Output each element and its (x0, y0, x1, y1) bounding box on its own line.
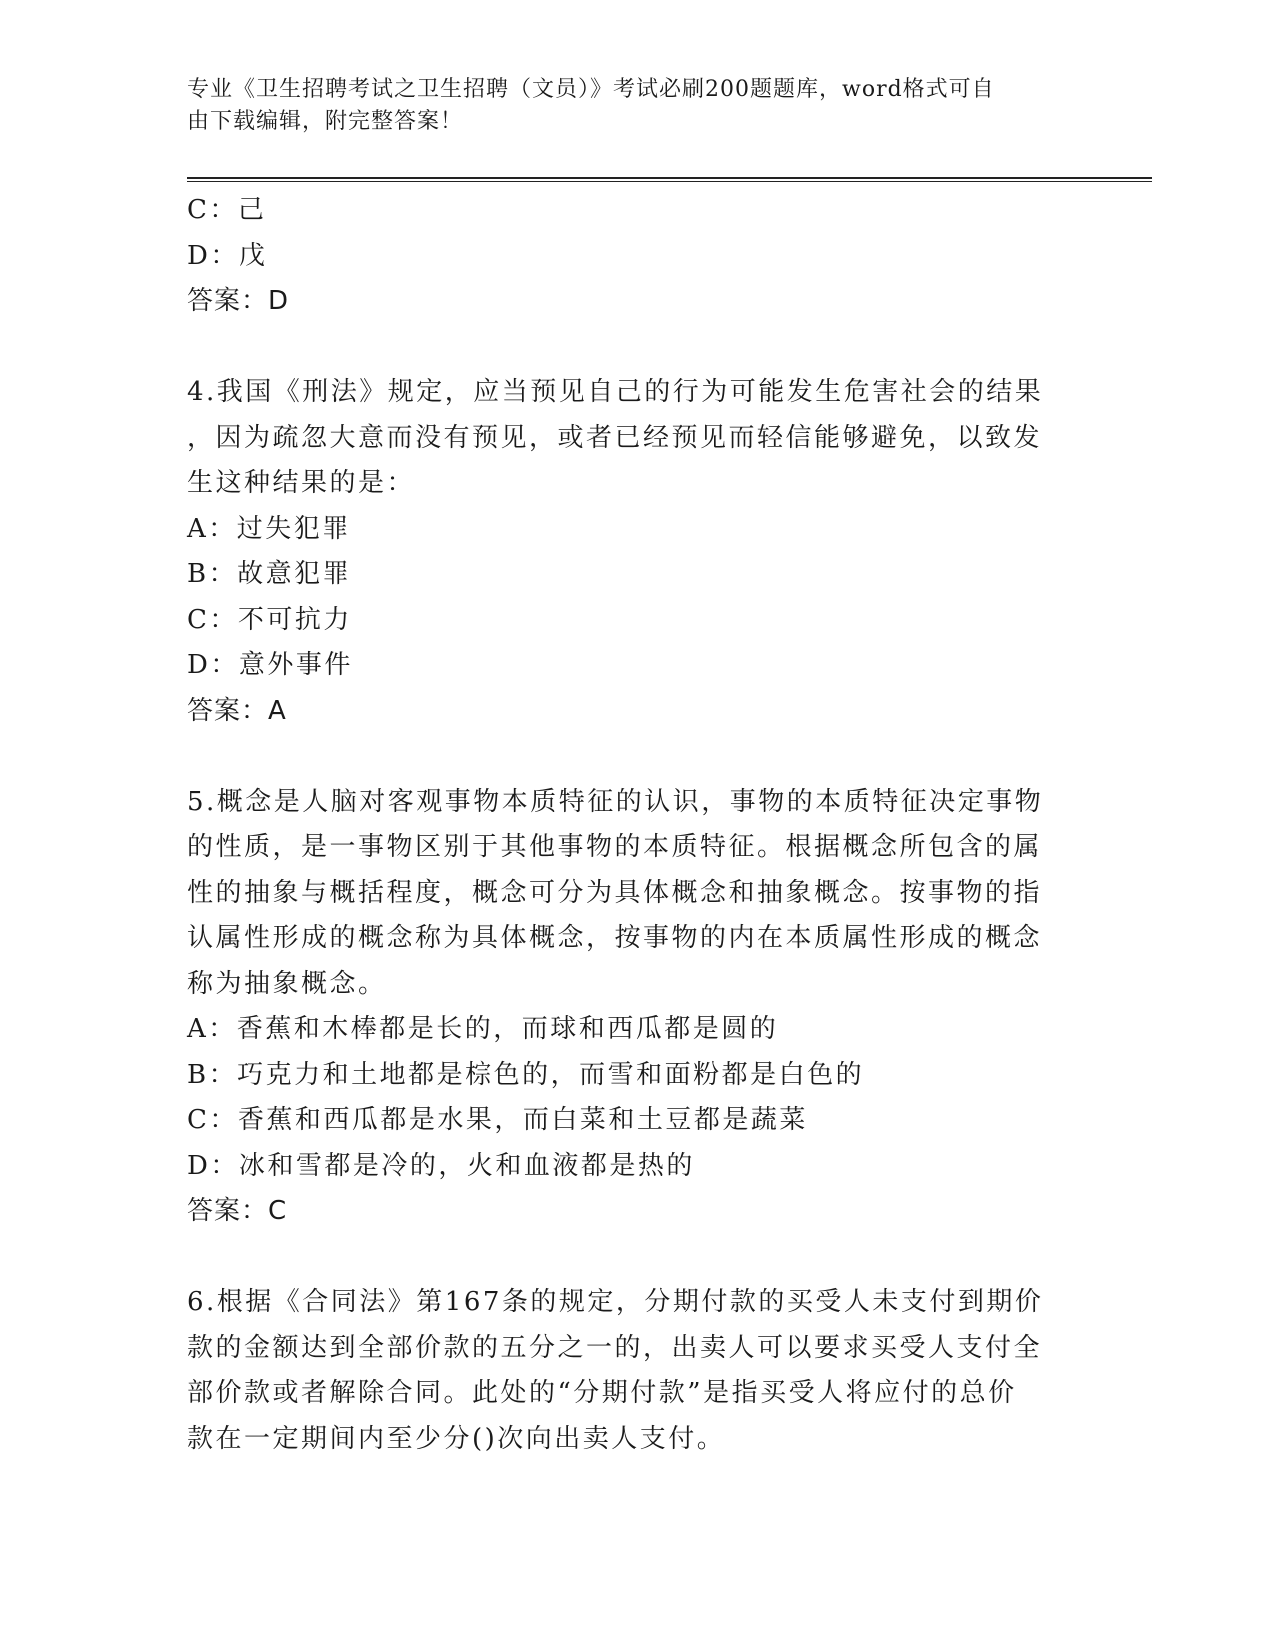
option-b: B：故意犯罪 (187, 559, 352, 589)
question-text-line: 认属性形成的概念称为具体概念，按事物的内在本质属性形成的概念 (187, 923, 1043, 953)
question-text-line: 6.根据《合同法》第167条的规定，分期付款的买受人未支付到期价 (187, 1287, 1044, 1317)
option-b: B：巧克力和土地都是棕色的，而雪和面粉都是白色的 (187, 1059, 865, 1090)
header-line-1: 专业《卫生招聘考试之卫生招聘（文员）》考试必刷200题题库，word格式可自 (187, 77, 995, 102)
question-text-line: 5.概念是人脑对客观事物本质特征的认识，事物的本质特征决定事物 (187, 786, 1044, 817)
header-line-2: 由下载编辑，附完整答案！ (187, 109, 464, 134)
answer: 答案：A (187, 695, 287, 726)
option-c: C：己 (187, 195, 267, 225)
header-rule-thin (187, 181, 1152, 182)
spacer (187, 734, 1067, 780)
option-a: A：香蕉和木棒都是长的，而球和西瓜都是圆的 (187, 1014, 779, 1044)
header-rule-thick (187, 177, 1152, 179)
question-text-line: 款的金额达到全部价款的五分之一的，出卖人可以要求买受人支付全 (187, 1332, 1043, 1363)
spacer (187, 1235, 1067, 1281)
option-c: C：不可抗力 (187, 604, 352, 635)
question-4 (187, 370, 1067, 734)
question-text-line: 生这种结果的是： (187, 468, 416, 498)
question-text-line: 部价款或者解除合同。此处的“分期付款”是指买受人将应付的总价 (187, 1378, 1017, 1408)
option-d: D：意外事件 (187, 650, 353, 680)
document-body (187, 188, 1067, 1462)
question-text-line: 款在一定期间内至少分()次向出卖人支付。 (187, 1423, 726, 1454)
answer: 答案：C (187, 1196, 288, 1226)
option-a: A：过失犯罪 (187, 513, 351, 544)
spacer (187, 325, 1067, 371)
option-d: D：冰和雪都是冷的，火和血液都是热的 (187, 1150, 695, 1181)
question-text-line: ，因为疏忽大意而没有预见，或者已经预见而轻信能够避免，以致发 (187, 422, 1043, 453)
option-c: C：香蕉和西瓜都是水果，而白菜和土豆都是蔬菜 (187, 1105, 808, 1135)
question-6 (187, 1280, 1067, 1462)
question-text-line: 性的抽象与概括程度，概念可分为具体概念和抽象概念。按事物的指 (187, 877, 1043, 908)
question-3-tail (187, 188, 1067, 325)
answer: 答案：D (187, 286, 290, 316)
question-5 (187, 780, 1067, 1235)
option-d: D：戊 (187, 240, 268, 271)
question-text-line: 的性质，是一事物区别于其他事物的本质特征。根据概念所包含的属 (187, 832, 1043, 862)
question-text-line: 4.我国《刑法》规定，应当预见自己的行为可能发生危害社会的结果 (187, 377, 1044, 407)
question-text-line: 称为抽象概念。 (187, 968, 387, 999)
document-header (187, 74, 1067, 138)
